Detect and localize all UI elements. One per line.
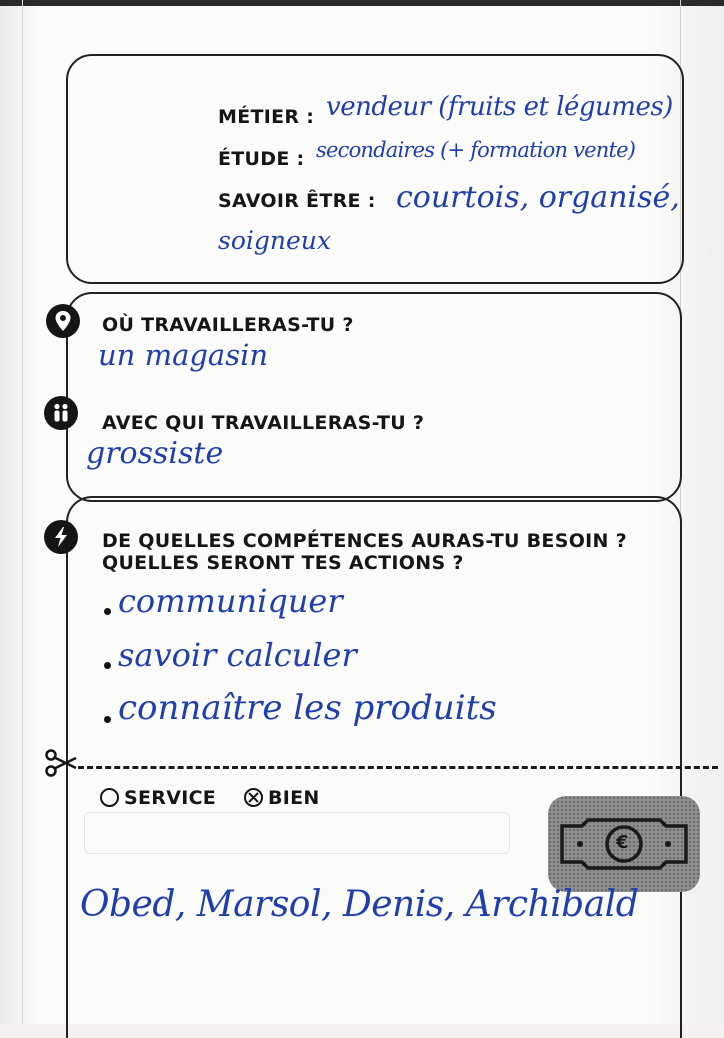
skills-question-line1: DE QUELLES COMPÉTENCES AURAS-TU BESOIN ? [102,530,627,552]
savoir-etre-label: SAVOIR ÊTRE : [218,190,376,212]
student-names: Obed, Marsol, Denis, Archibald [80,884,639,925]
skill-item: communiquer [118,582,343,620]
savoir-etre-value: courtois, organisé, [396,180,680,215]
people-icon [44,396,78,430]
service-label: SERVICE [124,787,217,809]
list-bullet [104,662,111,669]
bien-radio-checked[interactable] [244,788,263,807]
bien-label: BIEN [268,787,320,809]
etude-value: secondaires (+ formation vente) [316,138,636,162]
etude-label: ÉTUDE : [218,148,305,170]
savoir-etre-value-continued: soigneux [218,226,331,255]
list-bullet [104,716,111,723]
page-top-edge [0,0,724,6]
location-pin-icon [46,304,80,338]
skill-item: connaître les produits [118,688,497,728]
faint-sticker-outline [84,812,510,854]
cut-line [78,766,718,769]
who-answer: grossiste [86,436,224,471]
left-margin-rule [22,0,23,1024]
metier-value: vendeur (fruits et légumes) [326,92,673,122]
where-question: OÙ TRAVAILLERAS-TU ? [102,314,354,336]
list-bullet [104,608,111,615]
metier-label: MÉTIER : [218,106,315,128]
where-answer: un magasin [98,338,269,372]
scissors-icon [44,748,78,782]
who-question: AVEC QUI TRAVAILLERAS-TU ? [102,412,425,434]
skills-question-line2: QUELLES SERONT TES ACTIONS ? [102,552,464,574]
lightning-icon [44,520,78,554]
euro-symbol: € [616,832,629,853]
skill-item: savoir calculer [118,636,357,674]
service-radio[interactable] [100,788,119,807]
profile-box [66,54,684,284]
banknote-stamp [548,796,700,892]
